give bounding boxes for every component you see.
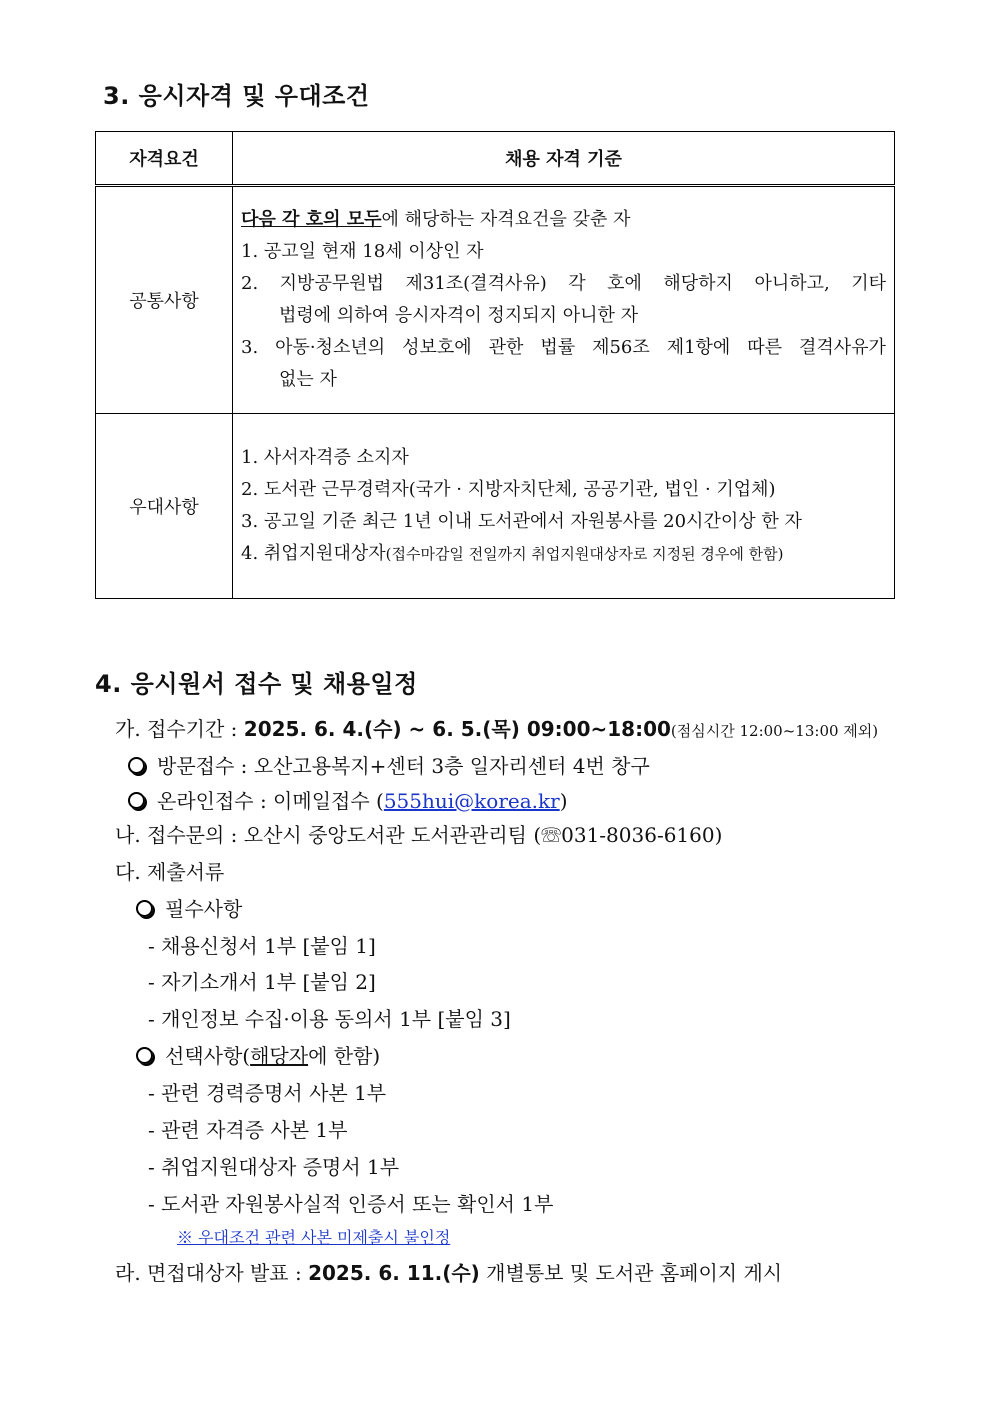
word: 기타 xyxy=(851,273,886,294)
required-title: 필수사항 xyxy=(165,897,243,921)
word: 성보호에 xyxy=(402,337,472,358)
word: 따른 xyxy=(747,337,783,358)
common-lead-underlined: 다음 각 호의 모두 xyxy=(241,209,382,230)
optional-suffix: 에 한함) xyxy=(308,1044,381,1068)
common-lead-line xyxy=(241,204,886,236)
visit-submission-line xyxy=(128,752,650,780)
optional-item: - 도서관 자원봉사실적 인증서 또는 확인서 1부 xyxy=(148,1192,554,1216)
common-item-2 xyxy=(241,268,886,300)
interview-announcement-line xyxy=(115,1259,782,1287)
application-period-note: (점심시간 12:00~13:00 제외) xyxy=(670,722,879,740)
circle-bullet-icon xyxy=(128,792,145,809)
preference-note: ※ 우대조건 관련 사본 미제출시 불인정 xyxy=(177,1228,451,1247)
required-item: - 자기소개서 1부 [붙임 2] xyxy=(148,970,376,994)
common-lead-rest: 에 해당하는 자격요건을 갖춘 자 xyxy=(381,209,631,230)
word: 지방공무원법 xyxy=(279,273,384,294)
word: 제31조(결격사유) xyxy=(405,273,547,294)
qualification-table xyxy=(95,131,895,599)
word: 각 xyxy=(568,273,586,294)
table-row-common xyxy=(96,186,895,414)
circle-bullet-icon xyxy=(136,900,153,917)
optional-item: - 관련 자격증 사본 1부 xyxy=(148,1118,348,1142)
circle-bullet-icon xyxy=(128,757,145,774)
optional-prefix: 선택사항( xyxy=(165,1044,251,1068)
common-item-2-cont: 법령에 의하여 응시자격이 정지되지 아니한 자 xyxy=(279,305,638,326)
preferred-item-4 xyxy=(241,538,886,570)
common-item-3 xyxy=(241,332,886,364)
common-item-3-cont: 없는 자 xyxy=(279,369,337,390)
required-item: - 개인정보 수집·이용 동의서 1부 [붙임 3] xyxy=(148,1007,511,1031)
documents-heading: 다. 제출서류 xyxy=(115,860,225,884)
visit-submission-text: 방문접수 : 오산고용복지+센터 3층 일자리센터 4번 창구 xyxy=(157,754,650,778)
preferred-item-1: 1. 사서자격증 소지자 xyxy=(241,447,409,468)
interview-label: 라. 면접대상자 발표 : xyxy=(115,1261,309,1285)
optional-underlined: 해당자 xyxy=(250,1044,309,1068)
application-period-line xyxy=(115,715,878,745)
word: 호에 xyxy=(607,273,642,294)
preferred-criteria-cell xyxy=(233,414,895,599)
online-submission-label: 온라인접수 : 이메일접수 ( xyxy=(157,789,384,813)
circle-bullet-icon xyxy=(136,1047,153,1064)
application-period-dates: 2025. 6. 4.(수) ~ 6. 5.(목) 09:00~18:00 xyxy=(243,717,671,741)
email-link[interactable]: 555hui@korea.kr xyxy=(383,789,560,813)
interview-date: 2025. 6. 11.(수) xyxy=(308,1261,480,1285)
word: 아동·청소년의 xyxy=(275,337,386,358)
table-row-preferred xyxy=(96,414,895,599)
application-period-label: 가. 접수기간 : xyxy=(115,717,244,741)
word: 아니하고, xyxy=(754,273,830,294)
word: 제56조 xyxy=(592,337,650,358)
col-header-criteria: 채용 자격 기준 xyxy=(233,132,895,186)
required-heading xyxy=(136,895,242,923)
section-4-title: 4. 응시원서 접수 및 채용일정 xyxy=(95,670,418,698)
common-criteria-cell xyxy=(233,186,895,414)
preferred-item-3: 3. 공고일 기준 최근 1년 이내 도서관에서 자원봉사를 20시간이상 한 자 xyxy=(241,511,802,532)
optional-heading xyxy=(136,1042,380,1070)
table-header-row xyxy=(96,132,895,186)
col-header-requirement: 자격요건 xyxy=(96,132,233,186)
optional-item: - 취업지원대상자 증명서 1부 xyxy=(148,1155,400,1179)
common-item-1: 1. 공고일 현재 18세 이상인 자 xyxy=(241,241,484,262)
word: 법률 xyxy=(540,337,576,358)
preferred-item-4-main: 4. 취업지원대상자 xyxy=(241,543,386,564)
word: 관한 xyxy=(488,337,524,358)
word: 결격사유가 xyxy=(798,337,886,358)
preferred-item-4-note: (접수마감일 전일까지 취업지원대상자로 지정된 경우에 한함) xyxy=(385,545,784,563)
word: 제1항에 xyxy=(666,337,731,358)
interview-suffix: 개별통보 및 도서관 홈페이지 게시 xyxy=(479,1261,783,1285)
preferred-label: 우대사항 xyxy=(96,414,233,599)
optional-item: - 관련 경력증명서 사본 1부 xyxy=(148,1081,387,1105)
word: 3. xyxy=(241,337,259,358)
online-submission-line xyxy=(128,787,568,815)
word: 해당하지 xyxy=(663,273,733,294)
required-item: - 채용신청서 1부 [붙임 1] xyxy=(148,934,376,958)
inquiry-line: 나. 접수문의 : 오산시 중앙도서관 도서관관리팀 (☏031-8036-6160) xyxy=(115,823,723,847)
online-submission-suffix: ) xyxy=(559,789,568,813)
section-3-title: 3. 응시자격 및 우대조건 xyxy=(103,82,370,110)
word: 2. xyxy=(241,273,259,294)
preferred-item-2: 2. 도서관 근무경력자(국가 · 지방자치단체, 공공기관, 법인 · 기업체) xyxy=(241,479,776,500)
common-label: 공통사항 xyxy=(96,186,233,414)
